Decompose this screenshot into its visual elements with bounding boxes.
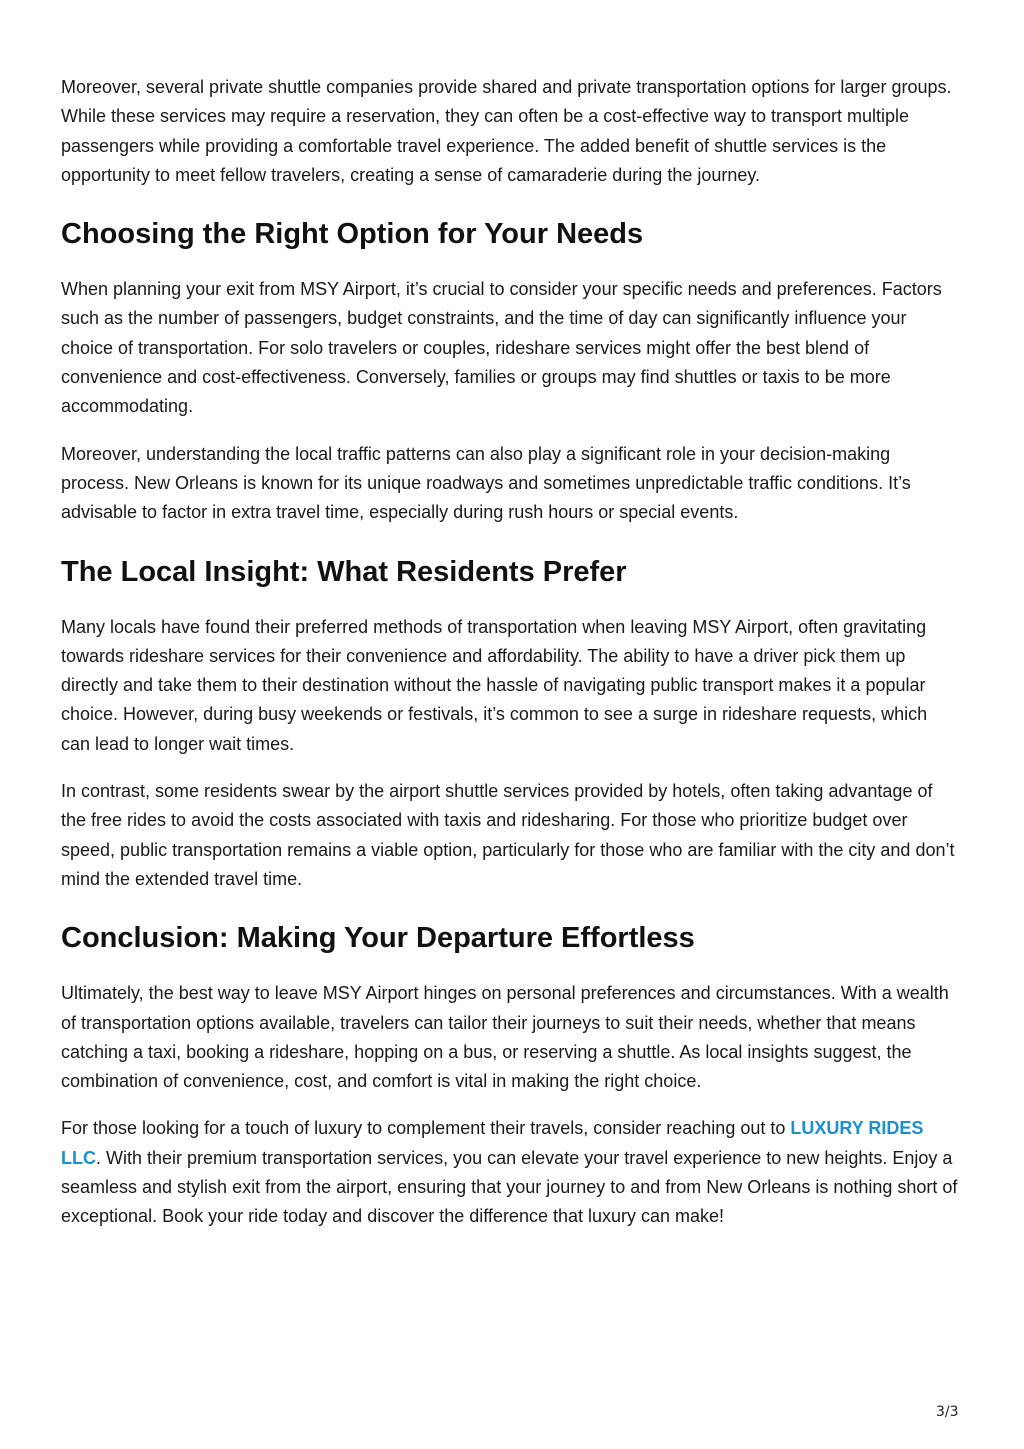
section-heading-local-insight: The Local Insight: What Residents Prefer: [61, 555, 627, 588]
section-heading-conclusion: Conclusion: Making Your Departure Effortless: [61, 922, 695, 955]
paragraph-choosing-needs: When planning your exit from MSY Airport, it’s crucial to consider your specific needs and preferences. Factors such as the number of passengers, budget constraints, and the time of day can significantly influence your choice of transportation. For solo travelers or couples, rideshare services might offer the best blend of convenience and cost-effectiveness. Conversely, families or groups may find shuttles or taxis to be more accommodating.: [61, 279, 942, 417]
document-page: [61, 73, 961, 1250]
intro-paragraph: Moreover, several private shuttle companies provide shared and private transportation options for larger groups. While these services may require a reservation, they can often be a cost-effective way to transport multiple passengers while providing a comfortable travel experience. The added benefit of shuttle services is the opportunity to meet fellow travelers, creating a sense of camaraderie during the journey.: [61, 77, 952, 185]
section-heading-choosing-option: Choosing the Right Option for Your Needs: [61, 218, 644, 251]
paragraph-traffic-patterns: Moreover, understanding the local traffic patterns can also play a significant role in your decision-making process. New Orleans is known for its unique roadways and sometimes unpredictable traffic conditions. It’s advisable to factor in extra travel time, especially during rush hours or special events.: [61, 443, 911, 523]
luxury-text-before: For those looking for a touch of luxury to complement their travels, consider reaching out to: [61, 1118, 791, 1139]
page-number: 3/3: [936, 1404, 959, 1420]
luxury-text-after: . With their premium transportation services, you can elevate your travel experience to new heights. Enjoy a seamless and stylish exit from the airport, ensuring that your journey to and from New Orleans is nothing short of exceptional. Book your ride today and discover the difference that luxury can make!: [61, 1147, 958, 1227]
paragraph-locals-rideshare: Many locals have found their preferred methods of transportation when leaving MSY Airport, often gravitating towards rideshare services for their convenience and affordability. The ability to have a driver pick them up directly and take them to their destination without the hassle of navigating public transport makes it a popular choice. However, during busy weekends or festivals, it’s common to see a surge in rideshare requests, which can lead to longer wait times.: [61, 616, 928, 754]
paragraph-luxury-rides: [61, 1114, 961, 1231]
paragraph-residents-shuttle: In contrast, some residents swear by the airport shuttle services provided by hotels, often taking advantage of the free rides to avoid the costs associated with taxis and ridesharing. For those who prioritize budget over speed, public transportation remains a viable option, particularly for those who are familiar with the city and don’t mind the extended travel time.: [61, 781, 955, 889]
paragraph-conclusion: Ultimately, the best way to leave MSY Airport hinges on personal preferences and circumstances. With a wealth of transportation options available, travelers can tailor their journeys to suit their needs, whether that means catching a taxi, booking a rideshare, hopping on a bus, or reserving a shuttle. As local insights suggest, the combination of convenience, cost, and comfort is vital in making the right choice.: [61, 983, 949, 1092]
luxury-rides-link[interactable]: LUXURY RIDES LLC: [61, 1118, 924, 1168]
